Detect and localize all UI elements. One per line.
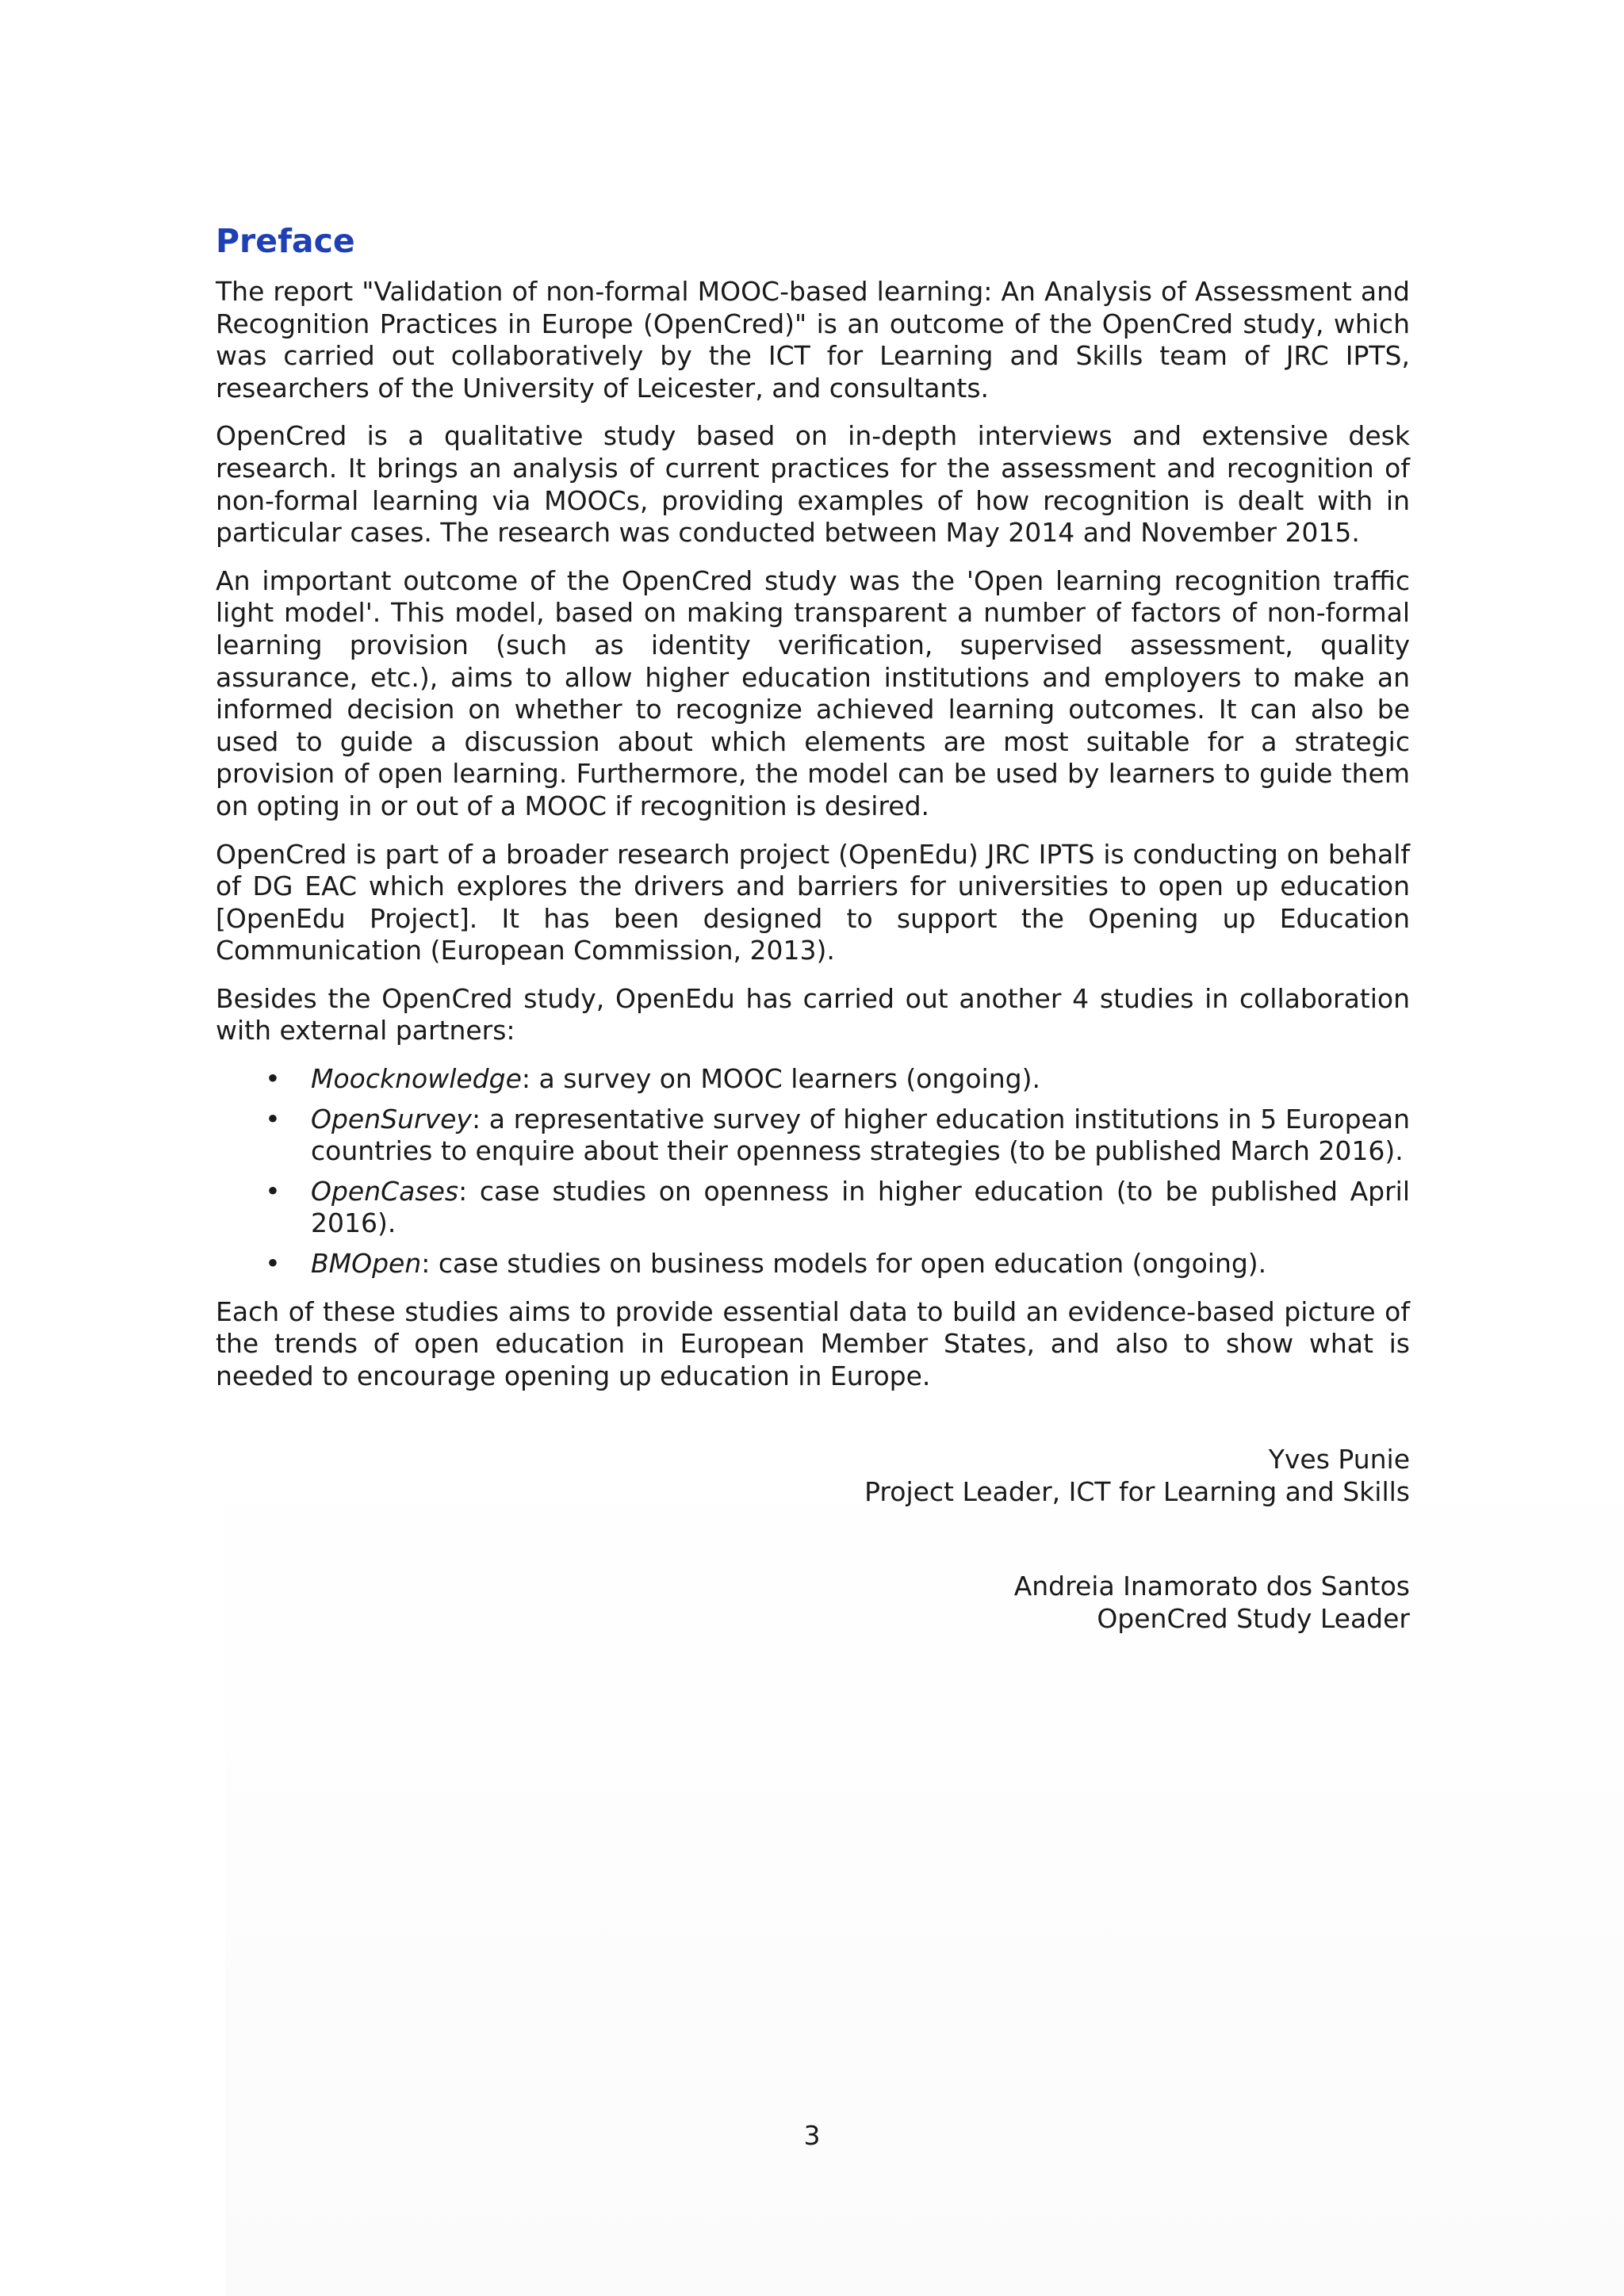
bullet-icon: • — [265, 1248, 281, 1280]
signatory-name: Yves Punie — [1268, 1444, 1410, 1475]
list-item — [216, 1176, 1410, 1240]
signatory-name: Andreia Inamorato dos Santos — [1013, 1571, 1410, 1602]
study-name: Moocknowledge — [311, 1063, 522, 1095]
intro-paragraph: The report "Validation of non-formal MOOC-based learning: An Analysis of Assessment and Recognition Practices in Europe (OpenCred)" is an outcome of the OpenCred study, which was carried out collaboratively by the ICT for Learning and Skills team of JRC IPTS, researchers of the University of Leicester, and consultants. — [216, 276, 1410, 404]
signatory-role: OpenCred Study Leader — [1097, 1603, 1410, 1635]
signature-block — [216, 1570, 1410, 1635]
bullet-icon: • — [265, 1175, 281, 1207]
study-description: : a representative survey of higher education institutions in 5 European countries to enquire about their openness strategies (to be published March 2016). — [311, 1103, 1410, 1167]
study-description: : a survey on MOOC learners (ongoing). — [521, 1063, 1040, 1095]
studies-intro-paragraph: Besides the OpenCred study, OpenEdu has carried out another 4 studies in collaboration with external partners: — [216, 982, 1410, 1047]
study-description-paragraph: OpenCred is a qualitative study based on in-depth interviews and extensive desk research. It brings an analysis of current practices for the assessment and recognition of non-formal learning via MOOCs, providing examples of how recognition is dealt with in particular cases. The research was conducted between May 2014 and November 2015. — [216, 420, 1410, 549]
preface-heading: Preface — [216, 222, 355, 260]
study-description: : case studies on openness in higher education (to be published April 2016). — [311, 1175, 1410, 1239]
bullet-icon: • — [265, 1103, 281, 1135]
traffic-light-model-paragraph: An important outcome of the OpenCred study was the 'Open learning recognition traffic light model'. This model, based on making transparent a number of factors of non-formal learning provision (such as identity verification, supervised assessment, quality assurance, etc.), aims to allow higher education institutions and employers to make an informed decision on whether to recognize achieved learning outcomes. It can also be used to guide a discussion about which elements are most suitable for a strategic provision of open learning. Furthermore, the model can be used by learners to guide them on opting in or out of a MOOC if recognition is desired. — [216, 564, 1410, 821]
openedu-project-paragraph: OpenCred is part of a broader research project (OpenEdu) JRC IPTS is conducting on behalf of DG EAC which explores the drivers and barriers for universities to open up education [OpenEdu Project]. It has been designed to support the Opening up Education Communication (European Commission, 2013). — [216, 838, 1410, 966]
list-item — [216, 1104, 1410, 1168]
study-description: : case studies on business models for open education (ongoing). — [421, 1248, 1267, 1280]
study-name: BMOpen — [311, 1248, 422, 1280]
signature-block — [216, 1443, 1410, 1508]
studies-list — [216, 1063, 1410, 1280]
page-number: 3 — [803, 2120, 821, 2151]
closing-paragraph: Each of these studies aims to provide essential data to build an evidence-based picture of the trends of open education in European Member States, and also to show what is needed to encourage opening up education in Europe. — [216, 1295, 1410, 1391]
list-item — [216, 1063, 1410, 1096]
study-name: OpenSurvey — [311, 1103, 472, 1135]
list-item — [216, 1248, 1410, 1280]
bullet-icon: • — [265, 1063, 281, 1095]
document-body — [216, 219, 1410, 1697]
signatory-role: Project Leader, ICT for Learning and Skills — [864, 1476, 1410, 1508]
study-name: OpenCases — [311, 1175, 459, 1207]
signature-section — [216, 1443, 1410, 1635]
